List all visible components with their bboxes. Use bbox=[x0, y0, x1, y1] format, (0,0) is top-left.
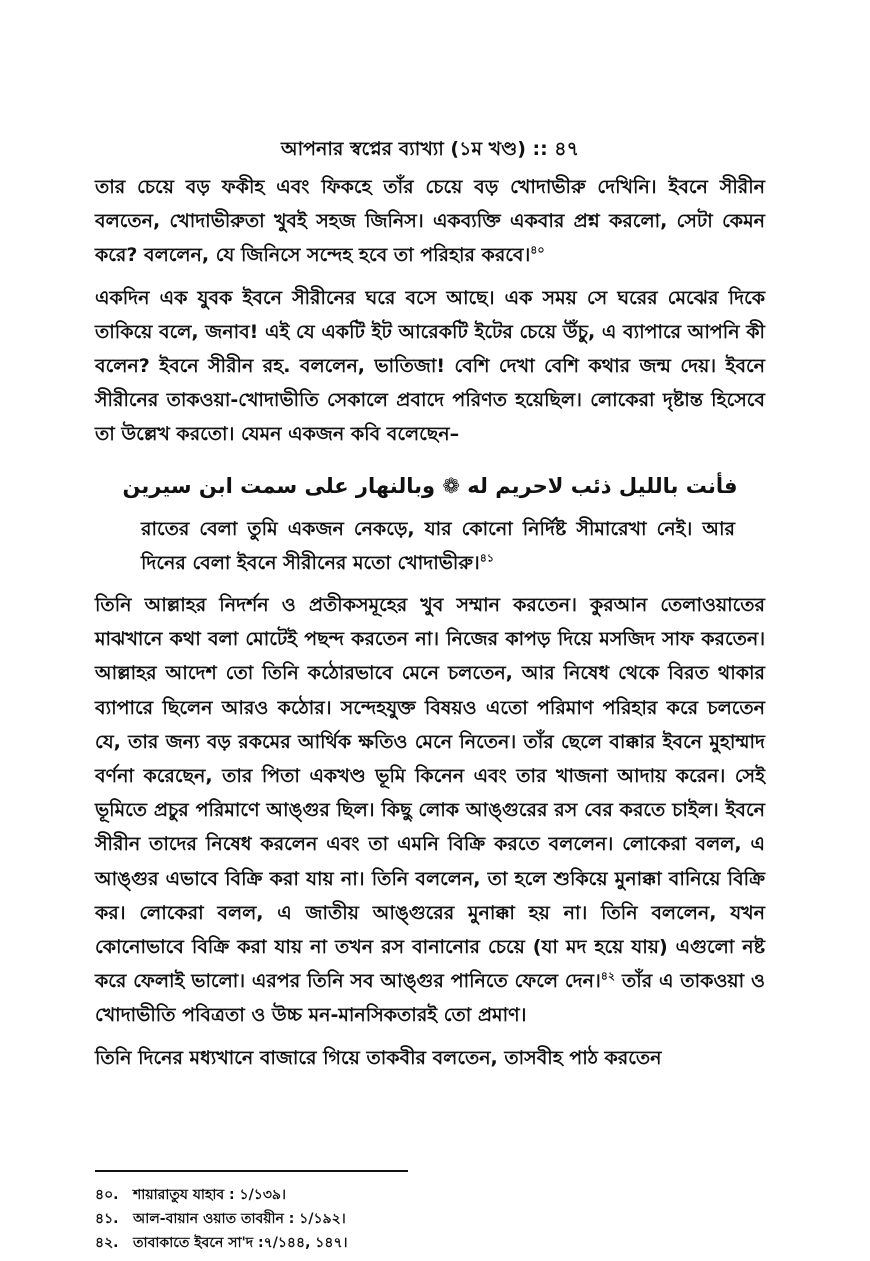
paragraph-1-text: তার চেয়ে বড় ফকীহ এবং ফিকহে তাঁর চেয়ে বড় খোদাভীরু দেখিনি। ইবনে সীরীন বলতেন, খোদাভীরুতা খুবই সহজ জিনিস। একব্যক্তি একবার প্রশ্ন করলো, সেটা কেমন করে? বললেন, যে জিনিসে সন্দেহ হবে তা পরিহার করবে। bbox=[95, 176, 765, 267]
footnote-divider bbox=[95, 1170, 408, 1172]
footnote-item bbox=[95, 1207, 765, 1231]
footnote-text: শায়ারাতুয যাহাব : ১/১৩৯। bbox=[133, 1187, 287, 1203]
footnote-item bbox=[95, 1231, 765, 1255]
paragraph-2: একদিন এক যুবক ইবনে সীরীনের ঘরে বসে আছে। এক সময় সে ঘরের মেঝের দিকে তাকিয়ে বলে, জনাব! এই যে একটি ইট আরেকটি ইটের চেয়ে উঁচু, এ ব্যাপারে আপনি কী বলেন? ইবনে সীরীন রহ. বললেন, ভাতিজা! বেশি দেখা বেশি কথার জন্ম দেয়। ইবনে সীরীনের তাকওয়া-খোদাভীতি সেকালে প্রবাদে পরিণত হয়েছিল। লোকেরা দৃষ্টান্ত হিসেবে তা উল্লেখ করতো। যেমন একজন কবি বলেছেন– bbox=[95, 286, 765, 446]
footnote-item bbox=[95, 1183, 765, 1207]
poem-translation bbox=[95, 512, 765, 580]
paragraph-1 bbox=[95, 170, 765, 273]
arabic-verse: فأنت بالليل ذئب لاحريم له ❁ وبالنهار على سمت ابن سيرين bbox=[122, 473, 738, 498]
footnote-text: তাবাকাতে ইবনে সা'দ :৭/১৪৪, ১৪৭। bbox=[133, 1235, 348, 1251]
footnote-number: ৪০. bbox=[95, 1187, 119, 1203]
running-header: আপনার স্বপ্নের ব্যাখ্যা (১ম খণ্ড) :: ৪৭ bbox=[280, 138, 579, 160]
paragraph-3-text-after: তাঁর এ তাকওয়া ও খোদাভীতি পবিত্রতা ও উচ্চ মন-মানসিকতারই তো প্রমাণ। bbox=[95, 970, 765, 1027]
footnote-ref-40: ৪০ bbox=[530, 244, 545, 258]
footnote-text: আল-বায়ান ওয়াত তাবয়ীন : ১/১৯২। bbox=[133, 1211, 346, 1227]
footnote-number: ৪১. bbox=[95, 1211, 119, 1227]
main-text bbox=[95, 170, 765, 1083]
footnotes bbox=[95, 1183, 765, 1255]
poem-translation-text: রাতের বেলা তুমি একজন নেকড়ে, যার কোনো নির্দিষ্ট সীমারেখা নেই। আর দিনের বেলা ইবনে সীরীনের মতো খোদাভীরু। bbox=[141, 517, 735, 574]
footnote-ref-42: ৪২ bbox=[600, 969, 616, 983]
paragraph-3-text: তিনি আল্লাহর নিদর্শন ও প্রতীকসমূহের খুব সম্মান করতেন। কুরআন তেলাওয়াতের মাঝখানে কথা বলা মোটেই পছন্দ করতেন না। নিজের কাপড় দিয়ে মসজিদ সাফ করতেন। আল্লাহর আদেশ তো তিনি কঠোরভাবে মেনে চলতেন, আর নিষেধ থেকে বিরত থাকার ব্যাপারে ছিলেন আরও কঠোর। সন্দেহযুক্ত বিষয়ও এতো পরিমাণ পরিহার করে চলতেন যে, তার জন্য বড় রকমের আর্থিক ক্ষতিও মেনে নিতেন। তাঁর ছেলে বাক্কার ইবনে মুহাম্মাদ বর্ণনা করেছেন, তার পিতা একখণ্ড ভূমি কিনেন এবং তার খাজনা আদায় করেন। সেই ভূমিতে প্রচুর পরিমাণে আঙ্গুর ছিল। কিছু লোক আঙ্গুরের রস বের করতে চাইল। ইবনে সীরীন তাদের নিষেধ করলেন এবং তা এমনি বিক্রি করতে বললেন। লোকেরা বলল, এ আঙ্গুর এভাবে বিক্রি করা যায় না। তিনি বললেন, তা হলে শুকিয়ে মুনাক্কা বানিয়ে বিক্রি কর। লোকেরা বলল, এ জাতীয় আঙ্গুরের মুনাক্কা হয় না। তিনি বললেন, যখন কোনোভাবে বিক্রি করা যায় না তখন রস বানানোর চেয়ে (যা মদ হয়ে যায়) এগুলো নষ্ট করে ফেলাই ভালো। এরপর তিনি সব আঙ্গুর পানিতে ফেলে দেন। bbox=[95, 594, 765, 993]
paragraph-4: তিনি দিনের মধ্যখানে বাজারে গিয়ে তাকবীর বলতেন, তাসবীহ পাঠ করতেন bbox=[95, 1046, 662, 1069]
footnote-number: ৪২. bbox=[95, 1235, 119, 1251]
paragraph-3 bbox=[95, 588, 765, 1033]
footnote-ref-41: ৪১ bbox=[479, 551, 494, 565]
